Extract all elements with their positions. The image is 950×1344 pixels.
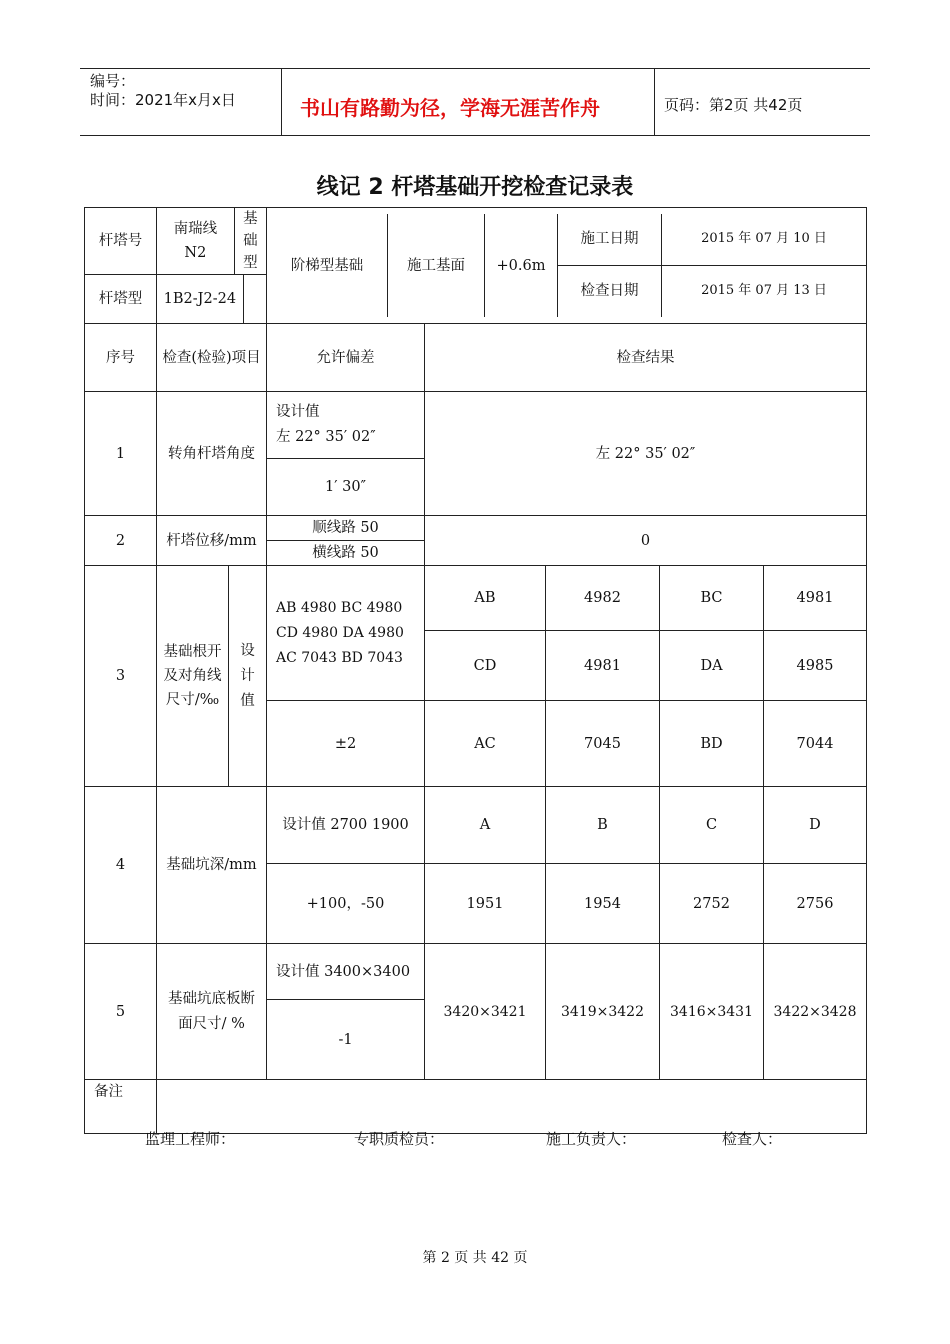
r4-label: C xyxy=(660,787,764,864)
r3-item: 基础根开及对角线尺寸/‰ xyxy=(157,566,229,787)
col-result: 检查结果 xyxy=(425,324,867,392)
col-item: 检查(检验)项目 xyxy=(157,324,267,392)
construction-date-label: 施工日期 xyxy=(558,214,662,265)
r4-item: 基础坑深/mm xyxy=(157,787,267,944)
time-label: 时间：2021年x月x日 xyxy=(90,91,236,109)
r4-label: B xyxy=(546,787,660,864)
r4-seq: 4 xyxy=(85,787,157,944)
sig-inspector: 检查人： xyxy=(722,1130,783,1148)
col-tolerance: 允许偏差 xyxy=(267,324,425,392)
check-date-value: 2015 年 07 月 13 日 xyxy=(701,283,827,299)
r3-result-cell: 7045 xyxy=(546,701,660,787)
remark-label: 备注 xyxy=(85,1080,157,1134)
r4-label: A xyxy=(425,787,546,864)
tower-type-label: 杆塔型 xyxy=(85,275,157,324)
header-bottom-rule xyxy=(80,135,870,136)
r5-value: 3416×3431 xyxy=(660,944,764,1080)
r2-tol2: 横线路 50 xyxy=(267,541,425,566)
r4-design: 设计值 2700 1900 xyxy=(267,787,425,864)
construction-base-label: 施工基面 xyxy=(388,214,485,317)
r2-seq: 2 xyxy=(85,516,157,566)
r3-result-cell: 4985 xyxy=(764,631,867,701)
r4-tolerance: +100，-50 xyxy=(267,864,425,944)
header-divider xyxy=(654,68,655,136)
r3-result-cell: BC xyxy=(660,566,764,631)
r4-value: 1951 xyxy=(425,864,546,944)
r5-value: 3420×3421 xyxy=(425,944,546,1080)
remark-value xyxy=(157,1080,867,1134)
motto: 书山有路勤为径，学海无涯苦作舟 xyxy=(300,96,600,120)
r3-result-cell: AB xyxy=(425,566,546,631)
r5-item: 基础坑底板断面尺寸/ % xyxy=(157,944,267,1080)
check-date-label: 检查日期 xyxy=(558,265,662,317)
r3-result-cell: AC xyxy=(425,701,546,787)
r5-tolerance: -1 xyxy=(267,1000,425,1080)
construction-base-value: +0.6m xyxy=(485,214,558,317)
r5-seq: 5 xyxy=(85,944,157,1080)
r4-value: 2756 xyxy=(764,864,867,944)
r1-seq: 1 xyxy=(85,392,157,516)
r3-tolerance: ±2 xyxy=(267,701,425,787)
r3-design-label: 设计值 xyxy=(229,566,267,787)
sig-supervisor: 监理工程师： xyxy=(145,1130,236,1148)
r2-result: 0 xyxy=(425,516,867,566)
header-top-rule xyxy=(80,68,870,69)
r5-design: 设计值 3400×3400 xyxy=(267,944,425,1000)
r4-label: D xyxy=(764,787,867,864)
inspection-table xyxy=(84,207,867,1134)
tower-no-value: 南瑞线 N2 xyxy=(157,208,234,274)
r4-value: 1954 xyxy=(546,864,660,944)
r5-value: 3422×3428 xyxy=(764,944,867,1080)
sig-construction-lead: 施工负责人： xyxy=(546,1130,637,1148)
r3-result-cell: CD xyxy=(425,631,546,701)
r3-result-cell: 4981 xyxy=(546,631,660,701)
r1-design: 设计值 左 22° 35′ 02″ xyxy=(267,392,425,459)
tower-type-value: 1B2-J2-24 xyxy=(157,275,243,323)
r3-result-cell: 4981 xyxy=(764,566,867,631)
foundation-type-label: 基础型 xyxy=(243,211,258,271)
code-label: 编号： xyxy=(90,72,136,90)
page-info: 页码：第2页 共42页 xyxy=(664,96,803,114)
r1-item: 转角杆塔角度 xyxy=(157,392,267,516)
page-title: 线记 2 杆塔基础开挖检查记录表 xyxy=(316,175,634,200)
r1-result: 左 22° 35′ 02″ xyxy=(425,392,867,516)
tower-no-label: 杆塔号 xyxy=(85,208,157,275)
r3-result-cell: BD xyxy=(660,701,764,787)
r5-value: 3419×3422 xyxy=(546,944,660,1080)
r2-item: 杆塔位移/mm xyxy=(157,516,267,566)
col-seq: 序号 xyxy=(85,324,157,392)
header-divider xyxy=(281,68,282,136)
construction-date-value: 2015 年 07 月 10 日 xyxy=(662,214,867,265)
r3-result-cell: DA xyxy=(660,631,764,701)
r3-result-cell: 7044 xyxy=(764,701,867,787)
r1-tolerance: 1′ 30″ xyxy=(267,459,425,516)
r2-tol1: 顺线路 50 xyxy=(267,516,425,541)
page-footer: 第 2 页 共 42 页 xyxy=(422,1250,528,1266)
r4-value: 2752 xyxy=(660,864,764,944)
foundation-type-value-cell: 阶梯型基础 xyxy=(267,214,388,317)
r3-seq: 3 xyxy=(85,566,157,787)
header-left xyxy=(90,72,236,110)
r3-result-cell: 4982 xyxy=(546,566,660,631)
sig-quality-inspector: 专职质检员： xyxy=(354,1130,445,1148)
r3-design: AB 4980 BC 4980 CD 4980 DA 4980 AC 7043 BD 7043 xyxy=(267,566,425,701)
